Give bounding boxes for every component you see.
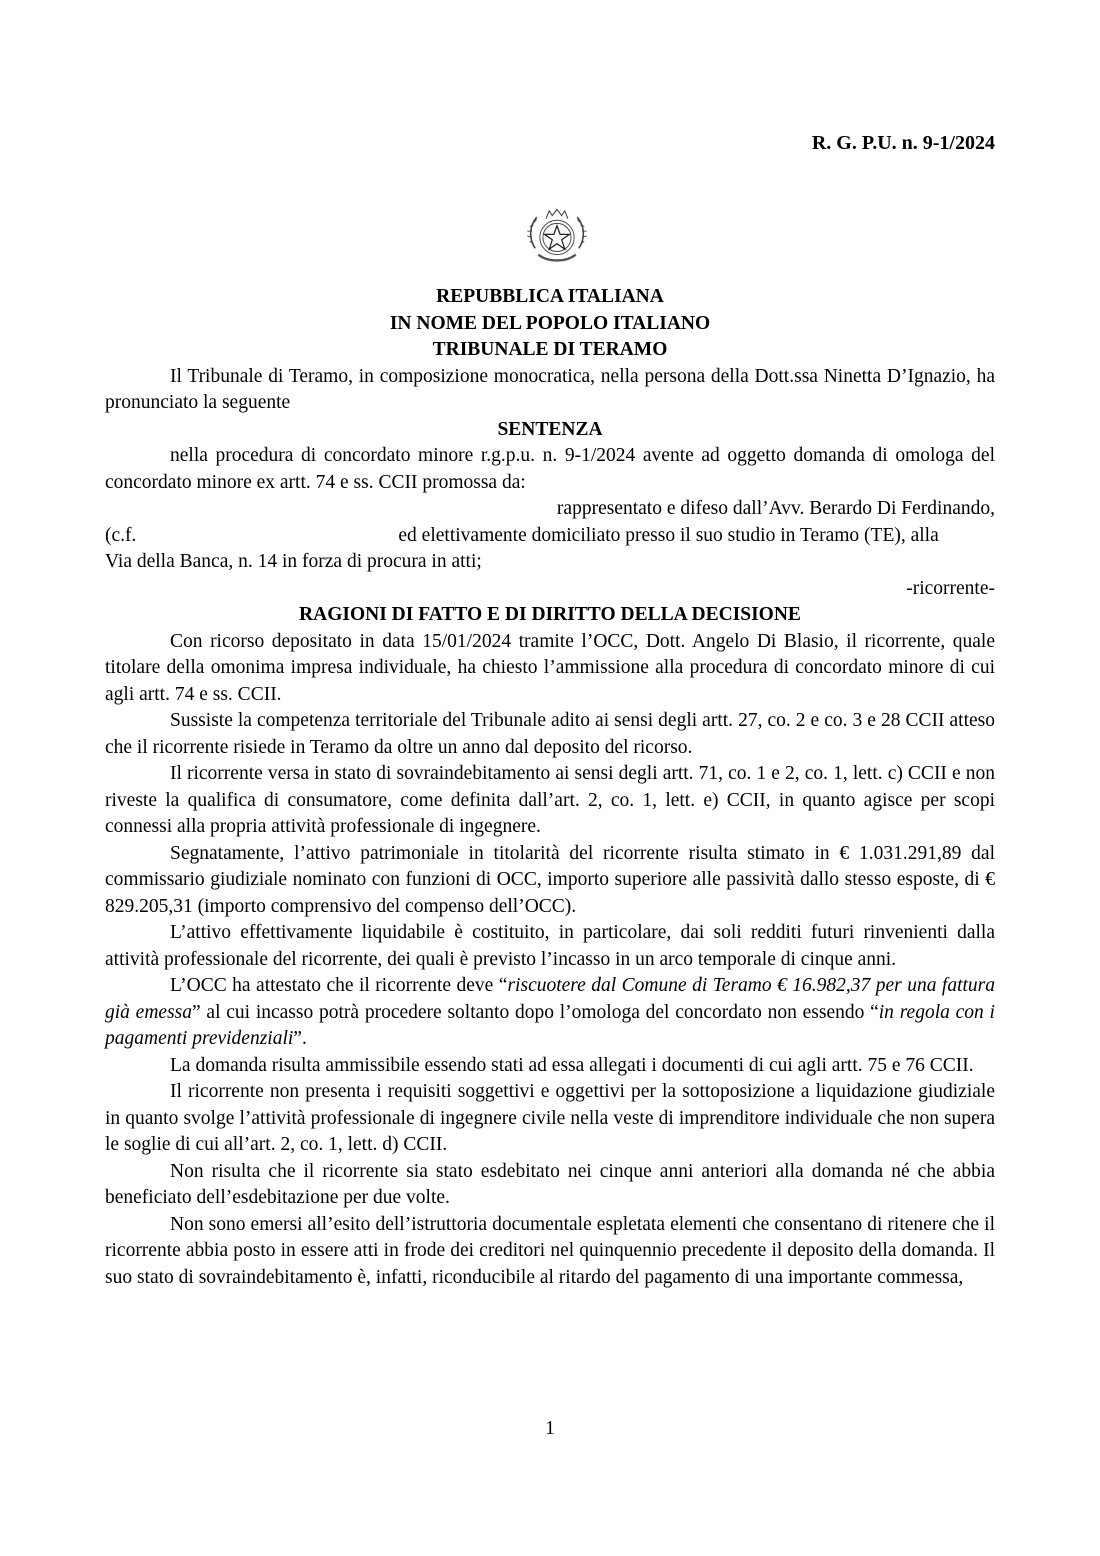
heading-court: TRIBUNALE DI TERAMO <box>432 339 668 360</box>
paragraph-1: Con ricorso depositato in data 15/01/2024 tramite l’OCC, Dott. Angelo Di Blasio, il ricorrente, quale titolare della omonima impresa individuale, ha chiesto l’ammissione alla procedura di concordato minore di cui agli artt. 74 e ss. CCII. <box>105 630 995 705</box>
party-domicile: ed elettivamente domiciliato presso il suo studio in Teramo (TE), alla <box>398 524 939 546</box>
heading-sentence: SENTENZA <box>497 418 603 440</box>
paragraph-9: Non risulta che il ricorrente sia stato esdebitato nei cinque anni anteriori alla domanda né che abbia beneficiato dell’esdebitazione per due volte. <box>105 1160 995 1208</box>
party-line-1: rappresentato e difeso dall’Avv. Berardo Di Ferdinando, <box>556 498 995 519</box>
paragraph-6-text-c: ”. <box>293 1028 307 1049</box>
paragraph-6-quote-2: in regola con i pagamenti previdenziali <box>105 1001 995 1049</box>
heading-republic: REPUBBLICA ITALIANA <box>436 286 664 307</box>
paragraph-2: Sussiste la competenza territoriale del Tribunale adito ai sensi degli artt. 27, co. 2 e co. 3 e 28 CCII atteso che il ricorrente risiede in Teramo da oltre un anno dal deposito del ricorso. <box>105 710 995 758</box>
procedure-paragraph: nella procedura di concordato minore r.g.p.u. n. 9-1/2024 avente ad oggetto domanda di omologa del concordato minore ex artt. 74 e ss. CCII promossa da: <box>105 445 995 493</box>
party-cf-label: (c.f. <box>105 524 137 546</box>
case-number: R. G. P.U. n. 9-1/2024 <box>811 132 995 154</box>
intro-paragraph: Il Tribunale di Teramo, in composizione monocratica, nella persona della Dott.ssa Ninetta D’Ignazio, ha pronunciato la seguente <box>105 365 995 413</box>
page-number: 1 <box>545 1418 555 1439</box>
heading-reasons: RAGIONI DI FATTO E DI DIRITTO DELLA DECISIONE <box>299 604 801 625</box>
paragraph-3: Il ricorrente versa in stato di sovraindebitamento ai sensi degli artt. 71, co. 1 e 2, co. 1, lett. c) CCII e non riveste la qualifica di consumatore, come definita dall’art. 2, co. 1, lett. e) CCII, in quanto agisce per scopi connessi alla propria attività professionale di ingegnere. <box>105 763 995 837</box>
paragraph-4: Segnatamente, l’attivo patrimoniale in titolarità del ricorrente risulta stimato in € 1.031.291,89 dal commissario giudiziale nominato con funzioni di OCC, importo superiore alle passività dallo stesso esposte, di € 829.205,31 (importo comprensivo del compenso dell’OCC). <box>105 842 995 917</box>
paragraph-10: Non sono emersi all’esito dell’istruttoria documentale espletata elementi che consentano di ritenere che il ricorrente abbia posto in essere atti in frode dei creditori nel quinquennio precedente il deposito della domanda. Il suo stato di sovraindebitamento è, infatti, riconducibile al ritardo del pagamento di una importante commessa, <box>105 1213 995 1288</box>
emblem-of-italy-icon <box>518 200 596 278</box>
paragraph-6 <box>105 973 995 1053</box>
paragraph-6-text-b: ” al cui incasso potrà procedere soltanto dopo l’omologa del concordato non essendo “ <box>192 1001 879 1023</box>
paragraph-7: La domanda risulta ammissibile essendo stati ad essa allegati i documenti di cui agli artt. 75 e 76 CCII. <box>170 1054 974 1076</box>
paragraph-6-text-a: L’OCC ha attestato che il ricorrente deve “ <box>170 975 508 996</box>
paragraph-6-quote-1: riscuotere dal Comune di Teramo € 16.982,37 per una fattura già emessa <box>105 975 996 1023</box>
party-role: -ricorrente- <box>906 577 995 599</box>
party-line-3: Via della Banca, n. 14 in forza di procura in atti; <box>105 551 482 572</box>
paragraph-8: Il ricorrente non presenta i requisiti soggettivi e oggettivi per la sottoposizione a liquidazione giudiziale in quanto svolge l’attività professionale di ingegnere civile nella veste di imprenditore individuale che non supera le soglie di cui all’art. 2, co. 1, lett. d) CCII. <box>105 1081 995 1155</box>
heading-people: IN NOME DEL POPOLO ITALIANO <box>389 312 711 334</box>
paragraph-5: L’attivo effettivamente liquidabile è costituito, in particolare, dai soli redditi futuri rinvenienti dalla attività professionale del ricorrente, dei quali è previsto l’incasso in un arco temporale di cinque anni. <box>105 922 995 970</box>
party-line-2 <box>105 523 995 550</box>
